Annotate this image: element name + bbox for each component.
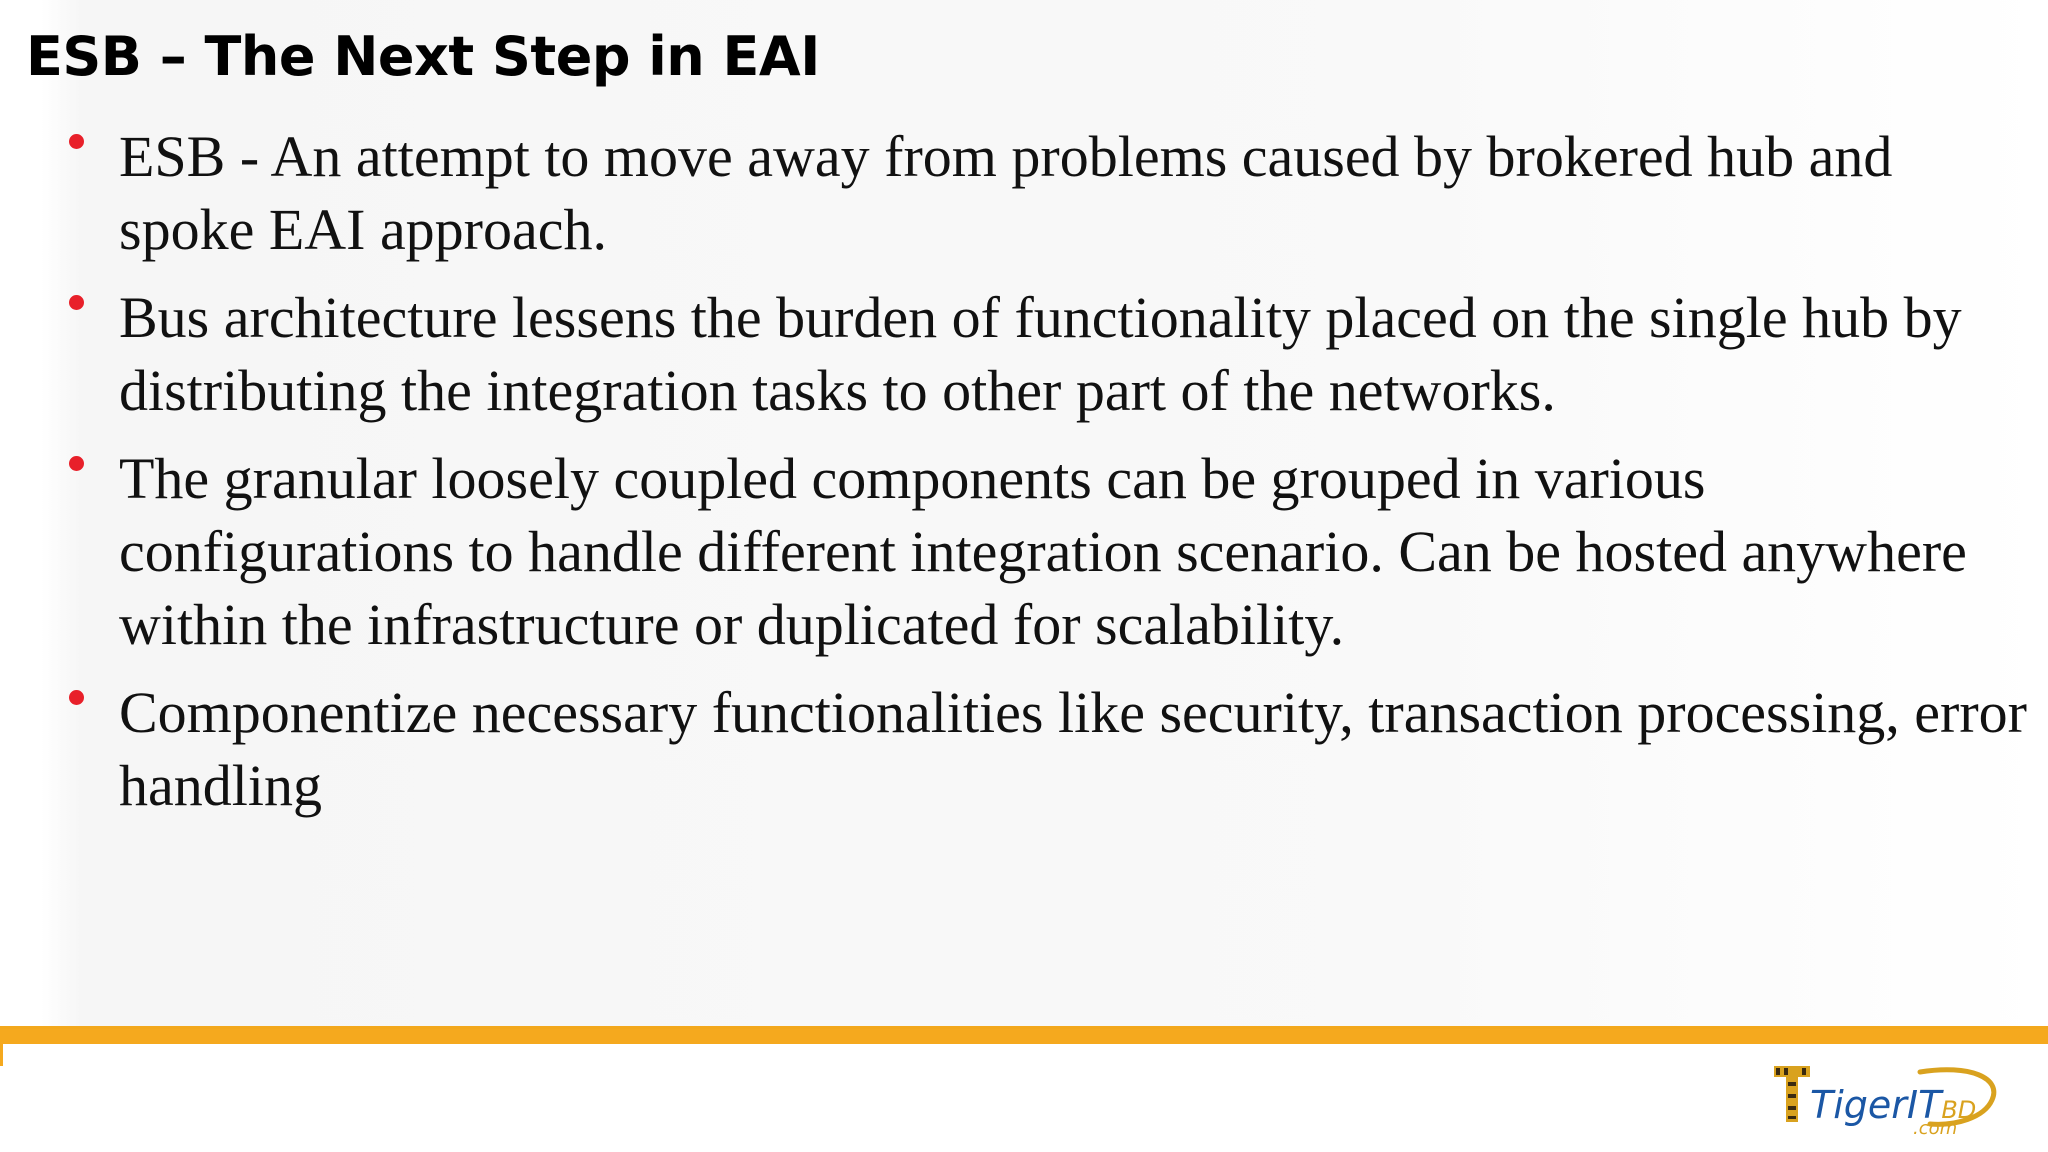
bullet-item [0, 676, 2048, 822]
bullet-list [0, 120, 2048, 837]
tigerit-logo [1770, 1060, 2000, 1140]
footer-rule [0, 1029, 2048, 1044]
bullet-item [0, 120, 2048, 266]
bullet-item [0, 442, 2048, 661]
bullet-item [0, 281, 2048, 427]
logo-domain: .com [1913, 1118, 1958, 1139]
bullet-dot-icon [69, 690, 84, 705]
bullet-text: ESB - An attempt to move away from problems caused by brokered hub and spoke EAI approach. [119, 124, 1893, 262]
logo-tiger-t-icon [1774, 1066, 1810, 1122]
bullet-dot-icon [69, 295, 84, 310]
footer-rule-tick [0, 1044, 3, 1066]
slide-title: ESB – The Next Step in EAI [26, 25, 820, 88]
bullet-dot-icon [69, 134, 84, 149]
bullet-text: Componentize necessary functionalities like security, transaction processing, error handling [119, 680, 2027, 818]
bullet-dot-icon [69, 456, 84, 471]
bullet-text: The granular loosely coupled components can be grouped in various configurations to handle different integration scenario. Can be hosted anywhere within the infrastructure or duplicated for scalability. [119, 446, 1967, 657]
bullet-text: Bus architecture lessens the burden of functionality placed on the single hub by distributing the integration tasks to other part of the networks. [119, 285, 1962, 423]
logo-wordmark: TigerITBD [1810, 1083, 1977, 1127]
